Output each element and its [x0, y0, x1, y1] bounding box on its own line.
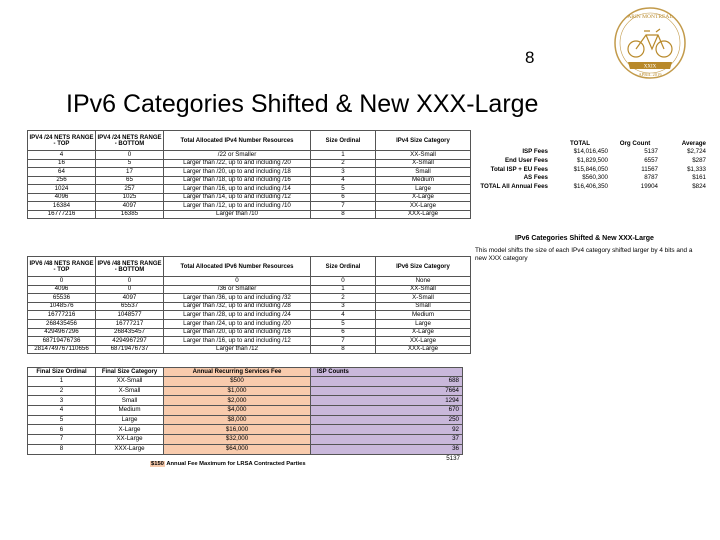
table-cell: 4097 [96, 294, 164, 303]
stats-row [468, 165, 708, 174]
table-cell: 0 [96, 277, 164, 286]
slide-number: 8 [525, 48, 535, 67]
logo-text-top: ARIN MONTREAL [627, 14, 673, 20]
table-cell: 268435456 [28, 319, 96, 328]
table-row [28, 406, 463, 416]
column-header: Org Count [619, 139, 651, 147]
table-row [28, 159, 471, 168]
table-cell: 1048576 [28, 302, 96, 311]
table-cell: 250 [311, 415, 463, 425]
table-cell: Large [376, 185, 471, 194]
table-row [28, 193, 471, 202]
table-cell: 16384 [28, 202, 96, 211]
stats-label: TOTAL All Annual Fees [480, 182, 548, 190]
table-cell: 1024 [28, 185, 96, 194]
table-row [28, 386, 463, 396]
table-cell: 4294967297 [96, 337, 164, 346]
column-header: TOTAL [569, 139, 591, 147]
table-cell: 1048577 [96, 311, 164, 320]
column-header: IPv6 Size Category [376, 257, 471, 277]
stats-average: $161 [692, 174, 706, 182]
table-cell: 65 [96, 176, 164, 185]
stats-count: 19904 [640, 182, 658, 190]
table-cell: Larger than /20, up to and including /18 [164, 168, 311, 177]
table-cell: Medium [96, 406, 164, 416]
table-cell: 3 [28, 396, 96, 406]
section-subheading: IPv6 Categories Shifted & New XXX-Large [515, 235, 654, 242]
table-cell: Larger than /36, up to and including /32 [164, 294, 311, 303]
table-cell: XXX-Large [376, 345, 471, 354]
table-cell: 68719476737 [96, 345, 164, 354]
stats-label: Total ISP + EU Fees [490, 165, 548, 173]
stats-total: $1,829,500 [577, 156, 608, 164]
table-cell: XXX-Large [96, 444, 164, 454]
table-cell: 2814749767110656 [28, 345, 96, 354]
table-cell: 7664 [311, 386, 463, 396]
column-header: IPV6 /48 NETS RANGE - TOP [28, 257, 96, 277]
table-cell: XXX-Large [376, 210, 471, 219]
table-cell: 4 [28, 151, 96, 160]
table-cell: 36 [311, 444, 463, 454]
table-cell: 4096 [28, 285, 96, 294]
fee-footnote [150, 461, 306, 467]
table-row [28, 277, 471, 286]
table-cell: Larger than /12, up to and including /10 [164, 202, 311, 211]
table-cell: 6 [311, 193, 376, 202]
stats-label: End User Fees [505, 156, 548, 164]
column-header: ISP Counts [311, 368, 463, 377]
table-cell: 8 [28, 444, 96, 454]
table-cell: 0 [96, 151, 164, 160]
table-cell: X-Large [96, 425, 164, 435]
table-cell: None [376, 277, 471, 286]
stats-row [468, 173, 708, 182]
table-cell: $64,000 [164, 444, 311, 454]
table-row [28, 311, 471, 320]
table-cell: 1025 [96, 193, 164, 202]
table-cell: $16,000 [164, 425, 311, 435]
table-cell: Larger than /16, up to and including /12 [164, 337, 311, 346]
table-cell: 3 [311, 168, 376, 177]
table-row [28, 377, 463, 387]
model-note: This model shifts the size of each IPv4 category shifted larger by 4 bits and a new XXX category [475, 247, 693, 262]
stats-total: $14,016,450 [573, 148, 608, 156]
stats-row [468, 148, 708, 157]
table-cell: $8,000 [164, 415, 311, 425]
table-cell: 16777216 [28, 210, 96, 219]
stats-count: 5137 [644, 148, 658, 156]
table-cell: 65536 [28, 294, 96, 303]
isp-count-total: 5137 [446, 455, 460, 462]
stats-row [468, 156, 708, 165]
stats-label: AS Fees [523, 174, 548, 182]
table-row [28, 168, 471, 177]
table-cell: 1294 [311, 396, 463, 406]
table-cell: $32,000 [164, 435, 311, 445]
table-cell: 7 [311, 202, 376, 211]
ipv6-categories-table [27, 256, 471, 354]
table-cell: Medium [376, 311, 471, 320]
table-cell: Larger than /12 [164, 345, 311, 354]
table-cell: 5 [28, 415, 96, 425]
table-cell: Small [376, 302, 471, 311]
table-cell: XX-Large [376, 202, 471, 211]
table-cell: 2 [28, 386, 96, 396]
table-row [28, 210, 471, 219]
slide-title: IPv6 Categories Shifted & New XXX-Large [66, 90, 539, 118]
table-cell: Medium [376, 176, 471, 185]
logo-text-bottom: APRIL 2019 [638, 72, 662, 77]
table-cell: 2 [311, 294, 376, 303]
stats-total: $15,846,050 [573, 165, 608, 173]
table-cell: Large [96, 415, 164, 425]
table-cell: 1 [311, 151, 376, 160]
table-cell: 0 [96, 285, 164, 294]
table-cell: 256 [28, 176, 96, 185]
table-cell: 4 [311, 311, 376, 320]
fee-summary [468, 139, 708, 202]
table-cell: 37 [311, 435, 463, 445]
table-cell: X-Small [96, 386, 164, 396]
table-cell: X-Large [376, 328, 471, 337]
table-cell: 670 [311, 406, 463, 416]
stats-average: $2,724 [687, 148, 706, 156]
table-cell: 0 [311, 277, 376, 286]
table-cell: 64 [28, 168, 96, 177]
table-cell: XX-Small [376, 285, 471, 294]
table-cell: 2 [311, 159, 376, 168]
table-cell: 1 [311, 285, 376, 294]
table-cell: 7 [311, 337, 376, 346]
table-row [28, 151, 471, 160]
table-cell: $2,000 [164, 396, 311, 406]
table-cell: XX-Small [96, 377, 164, 387]
table-row [28, 328, 471, 337]
table-row [28, 435, 463, 445]
table-cell: $500 [164, 377, 311, 387]
table-row [28, 345, 471, 354]
table-cell: /36 or Smaller [164, 285, 311, 294]
arin-logo [596, 5, 704, 81]
table-cell: 16777216 [28, 311, 96, 320]
table-cell: 4294967296 [28, 328, 96, 337]
table-cell: Larger than /28, up to and including /24 [164, 311, 311, 320]
column-header: IPV4 /24 NETS RANGE - TOP [28, 131, 96, 151]
stats-count: 11567 [641, 165, 658, 173]
column-header: Total Allocated IPv4 Number Resources [164, 131, 311, 151]
table-row [28, 302, 471, 311]
table-row [28, 285, 471, 294]
table-cell: Larger than /20, up to and including /16 [164, 328, 311, 337]
table-cell: 1 [28, 377, 96, 387]
table-row [28, 444, 463, 454]
table-cell: 4097 [96, 202, 164, 211]
fee-schedule-table [27, 367, 463, 455]
table-cell: 688 [311, 377, 463, 387]
table-cell: Small [96, 396, 164, 406]
ipv4-categories-table [27, 130, 471, 219]
table-cell: Larger than /22, up to and including /20 [164, 159, 311, 168]
stats-total: $16,406,350 [573, 182, 608, 190]
column-header: Final Size Ordinal [28, 368, 96, 377]
table-cell: 3 [311, 302, 376, 311]
table-cell: 268435457 [96, 328, 164, 337]
table-row [28, 396, 463, 406]
table-cell: 5 [311, 185, 376, 194]
table-cell: Larger than /18, up to and including /16 [164, 176, 311, 185]
column-header: Annual Recurring Services Fee [164, 368, 311, 377]
table-cell: 92 [311, 425, 463, 435]
table-cell: 4 [311, 176, 376, 185]
table-row [28, 294, 471, 303]
table-cell: 6 [311, 328, 376, 337]
table-cell: 5 [311, 319, 376, 328]
table-cell: 8 [311, 345, 376, 354]
table-cell: 16777217 [96, 319, 164, 328]
table-cell: X-Small [376, 294, 471, 303]
column-header: IPV6 /48 NETS RANGE - BOTTOM [96, 257, 164, 277]
table-cell: XX-Small [376, 151, 471, 160]
table-cell: 0 [164, 277, 311, 286]
stats-total: $560,300 [582, 174, 608, 182]
table-row [28, 202, 471, 211]
table-cell: 16385 [96, 210, 164, 219]
stats-count: 8787 [644, 174, 658, 182]
table-cell: /22 or Smaller [164, 151, 311, 160]
table-cell: 5 [96, 159, 164, 168]
table-cell: Larger than /32, up to and including /28 [164, 302, 311, 311]
stats-average: $1,333 [687, 165, 706, 173]
table-cell: Large [376, 319, 471, 328]
table-cell: 257 [96, 185, 164, 194]
table-cell: 65537 [96, 302, 164, 311]
fee-summary-table [468, 139, 708, 191]
table-cell: 16 [28, 159, 96, 168]
column-header: Average [681, 139, 706, 147]
table-row [28, 185, 471, 194]
table-cell: X-Large [376, 193, 471, 202]
logo-banner-text: XXIX [643, 64, 657, 70]
table-cell: Larger than /24, up to and including /20 [164, 319, 311, 328]
table-row [28, 319, 471, 328]
column-header: Size Ordinal [311, 257, 376, 277]
table-cell: 4096 [28, 193, 96, 202]
column-header: Size Ordinal [311, 131, 376, 151]
footnote-text: Annual Fee Maximum for LRSA Contracted Parties [166, 461, 306, 467]
table-cell: XX-Large [96, 435, 164, 445]
table-cell: Small [376, 168, 471, 177]
table-cell: 4 [28, 406, 96, 416]
table-cell: $1,000 [164, 386, 311, 396]
table-cell: 7 [28, 435, 96, 445]
table-row [28, 425, 463, 435]
table-cell: Larger than /14, up to and including /12 [164, 193, 311, 202]
table-cell: Larger than /16, up to and including /14 [164, 185, 311, 194]
table-cell: X-Small [376, 159, 471, 168]
table-cell: 6 [28, 425, 96, 435]
column-header: Final Size Category [96, 368, 164, 377]
stats-average: $287 [692, 156, 706, 164]
table-cell: $4,000 [164, 406, 311, 416]
column-header: IPv4 Size Category [376, 131, 471, 151]
table-row [28, 176, 471, 185]
stats-count: 6557 [644, 156, 658, 164]
column-header: IPV4 /24 NETS RANGE - BOTTOM [96, 131, 164, 151]
table-cell: 68719476736 [28, 337, 96, 346]
stats-label: ISP Fees [522, 148, 548, 156]
table-cell: 0 [28, 277, 96, 286]
table-cell: 17 [96, 168, 164, 177]
table-row [28, 415, 463, 425]
table-cell: Larger than /10 [164, 210, 311, 219]
table-row [28, 337, 471, 346]
footnote-amount: $150 [151, 461, 164, 467]
stats-row [468, 182, 708, 191]
table-cell: 8 [311, 210, 376, 219]
column-header: Total Allocated IPv6 Number Resources [164, 257, 311, 277]
stats-average: $824 [692, 182, 706, 190]
table-cell: XX-Large [376, 337, 471, 346]
